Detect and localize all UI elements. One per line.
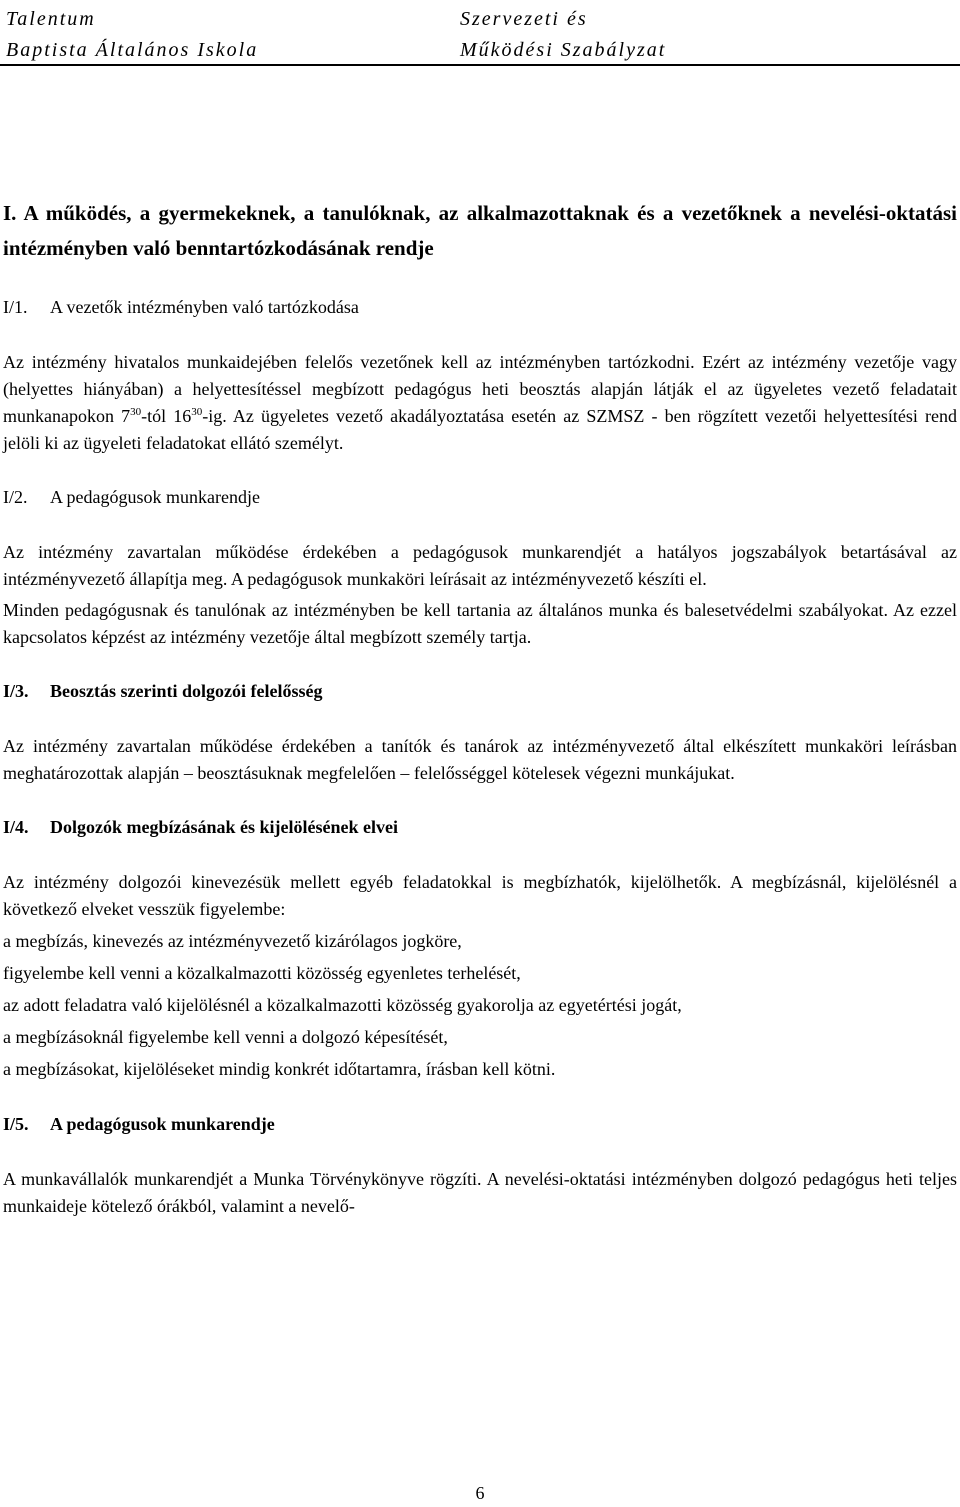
header-document-title bbox=[460, 4, 954, 66]
paragraph: Az intézmény dolgozói kinevezésük mellett egyéb feladatokkal is megbízhatók, kijelölhetők. A megbízásnál, kijelölésnél a következő elveket vesszük figyelembe: bbox=[3, 872, 957, 919]
list-item: a megbízásoknál figyelembe kell venni a dolgozó képesítését, bbox=[3, 1027, 448, 1047]
list-item: a megbízás, kinevezés az intézményvezető kizárólagos jogköre, bbox=[3, 931, 462, 951]
superscript: 30 bbox=[191, 406, 203, 418]
section-heading-4 bbox=[3, 814, 957, 841]
text-run: Az intézmény hivatalos munkaidejében felelős vezetőnek kell az intézményben tartózkodni. Ezért az intézmény vezetője vagy (helyettes hiányában) a helyettesítéssel megbízott pedagógus heti beosztás alapján látják el az ügyeletes vezető feladatait munkanapokon 7 bbox=[3, 352, 957, 426]
section-number: I/1. bbox=[3, 297, 28, 317]
section-heading-2 bbox=[3, 484, 957, 511]
header-left-line-1: Talentum bbox=[6, 8, 96, 30]
paragraph: Az intézmény zavartalan működése érdekében a tanítók és tanárok az intézményvezető által elkészített munkaköri leírásban meghatározottak alapján – beosztásuknak megfelelően – felelősséggel kötelesek végezni munkájukat. bbox=[3, 736, 957, 783]
text-run: -tól 16 bbox=[141, 406, 192, 426]
paragraph bbox=[3, 349, 957, 457]
section-title: A pedagógusok munkarendje bbox=[50, 1114, 275, 1134]
superscript: 30 bbox=[130, 406, 142, 418]
paragraph: Az intézmény zavartalan működése érdekében a pedagógusok munkarendjét a hatályos jogszabályok betartásával az intézményvezető állapítja meg. A pedagógusok munkaköri leírásait az intézményvezető készíti el. bbox=[3, 542, 957, 589]
text-run: -ig. Az ügyeletes vezető akadályoztatása esetén az SZMSZ - ben rögzített vezetői helyettesítési rend jelöli ki az ügyeleti feladatokat ellátó személyt. bbox=[3, 406, 957, 453]
header-right-line-1: Szervezeti és bbox=[460, 8, 588, 30]
list-item: a megbízásokat, kijelöléseket mindig konkrét időtartamra, írásban kell kötni. bbox=[3, 1059, 556, 1079]
section-heading-5 bbox=[3, 1111, 957, 1138]
list-item: az adott feladatra való kijelölésnél a közalkalmazotti közösség gyakorolja az egyetértési jogát, bbox=[3, 995, 682, 1015]
section-heading-1 bbox=[3, 294, 957, 321]
list-item: figyelembe kell venni a közalkalmazotti közösség egyenletes terhelését, bbox=[3, 963, 521, 983]
header-school-name bbox=[6, 4, 426, 66]
header-right-line-2: Működési Szabályzat bbox=[460, 39, 667, 61]
page-content bbox=[3, 196, 957, 1247]
section-heading-3 bbox=[3, 678, 957, 705]
chapter-title: I. A működés, a gyermekeknek, a tanulóknak, az alkalmazottaknak és a vezetőknek a nevelési-oktatási intézményben való benntartózkodásának rendje bbox=[3, 201, 957, 260]
section-number: I/5. bbox=[3, 1114, 29, 1134]
page-header bbox=[6, 4, 954, 64]
section-number: I/2. bbox=[3, 487, 28, 507]
section-title: Beosztás szerinti dolgozói felelősség bbox=[50, 681, 323, 701]
paragraph: Minden pedagógusnak és tanulónak az intézményben be kell tartania az általános munka és balesetvédelmi szabályokat. Az ezzel kapcsolatos képzést az intézmény vezetője által megbízott személy tartja. bbox=[3, 600, 957, 647]
section-number: I/4. bbox=[3, 817, 29, 837]
section-title: A vezetők intézményben való tartózkodása bbox=[50, 297, 359, 317]
header-left-line-2: Baptista Általános Iskola bbox=[6, 39, 259, 61]
paragraph: A munkavállalók munkarendjét a Munka Törvénykönyve rögzíti. A nevelési-oktatási intézményben dolgozó pedagógus heti teljes munkaideje kötelező órákból, valamint a nevelő- bbox=[3, 1169, 957, 1216]
section-title: Dolgozók megbízásának és kijelölésének elvei bbox=[50, 817, 398, 837]
header-divider bbox=[0, 64, 960, 66]
section-title: A pedagógusok munkarendje bbox=[50, 487, 260, 507]
section-number: I/3. bbox=[3, 681, 29, 701]
page-number: 6 bbox=[475, 1483, 485, 1503]
